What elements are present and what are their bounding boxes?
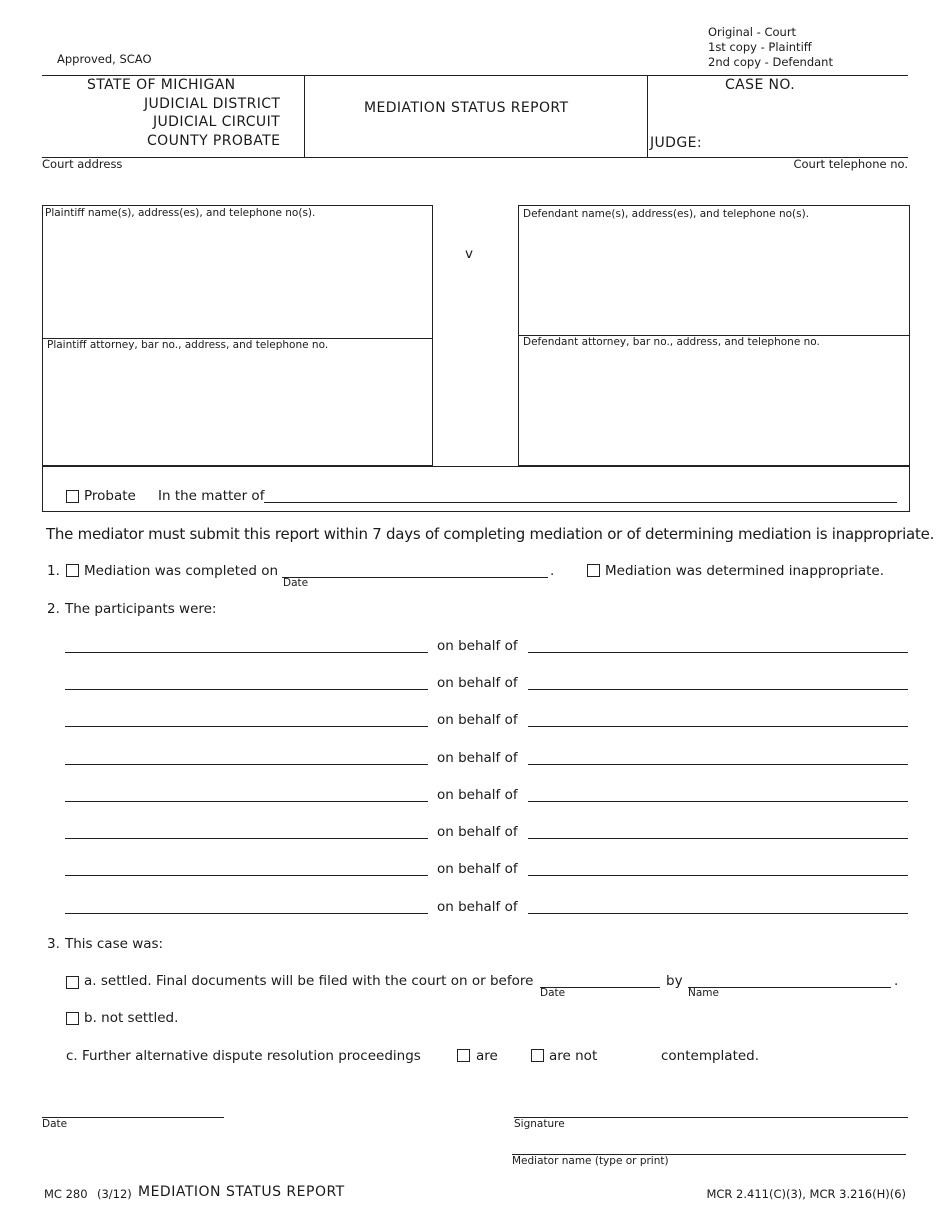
- are-not-checkbox[interactable]: [531, 1049, 544, 1062]
- header-bottom-rule: [42, 157, 908, 158]
- settled-label: a. settled. Final documents will be filed with the court on or before: [84, 973, 534, 989]
- settled-by-label: by: [666, 973, 683, 989]
- copy-defendant: 2nd copy - Defendant: [708, 55, 833, 69]
- party-field[interactable]: [528, 801, 908, 802]
- plaintiff-box[interactable]: [42, 205, 433, 466]
- participant-name-field[interactable]: [65, 875, 428, 876]
- signature-date-field[interactable]: [42, 1117, 224, 1118]
- on-behalf-label: on behalf of: [437, 861, 518, 877]
- case-no-label: CASE NO.: [725, 77, 796, 93]
- matter-label: In the matter of: [158, 488, 265, 504]
- plaintiff-attorney-label: Plaintiff attorney, bar no., address, and telephone no.: [47, 339, 329, 351]
- footer-title: MEDIATION STATUS REPORT: [138, 1184, 345, 1200]
- header-divider-left: [304, 75, 305, 157]
- header-top-rule: [42, 75, 908, 76]
- approved-scao: Approved, SCAO: [57, 52, 152, 66]
- are-not-label: are not: [549, 1048, 598, 1064]
- participant-name-field[interactable]: [65, 689, 428, 690]
- completed-checkbox[interactable]: [66, 564, 79, 577]
- completed-period: .: [550, 563, 555, 579]
- court-circuit: JUDICIAL CIRCUIT: [153, 114, 281, 130]
- instructions-text: The mediator must submit this report within 7 days of completing mediation or of determining mediation is inappropriate.: [46, 525, 935, 543]
- signature-field[interactable]: [514, 1117, 908, 1118]
- settled-checkbox[interactable]: [66, 976, 79, 989]
- settled-date-caption: Date: [540, 987, 566, 999]
- header-divider-right: [647, 75, 648, 157]
- inappropriate-checkbox[interactable]: [587, 564, 600, 577]
- on-behalf-label: on behalf of: [437, 712, 518, 728]
- defendant-label: Defendant name(s), address(es), and telephone no(s).: [523, 208, 810, 220]
- court-address-label: Court address: [42, 157, 123, 171]
- signature-date-label: Date: [42, 1118, 68, 1130]
- inappropriate-label: Mediation was determined inappropriate.: [605, 563, 885, 579]
- participant-name-field[interactable]: [65, 801, 428, 802]
- court-phone-label: Court telephone no.: [793, 157, 908, 171]
- completed-date-field[interactable]: [282, 577, 548, 578]
- party-field[interactable]: [528, 764, 908, 765]
- participant-name-field[interactable]: [65, 838, 428, 839]
- on-behalf-label: on behalf of: [437, 787, 518, 803]
- on-behalf-label: on behalf of: [437, 899, 518, 915]
- item3-number: 3.: [47, 936, 60, 952]
- signature-label: Signature: [514, 1118, 565, 1130]
- participant-name-field[interactable]: [65, 726, 428, 727]
- on-behalf-label: on behalf of: [437, 824, 518, 840]
- not-settled-label: b. not settled.: [84, 1010, 179, 1026]
- not-settled-checkbox[interactable]: [66, 1012, 79, 1025]
- judge-label: JUDGE:: [650, 135, 702, 151]
- participant-name-field[interactable]: [65, 913, 428, 914]
- party-field[interactable]: [528, 913, 908, 914]
- form-revision: (3/12): [97, 1187, 132, 1201]
- party-field[interactable]: [528, 689, 908, 690]
- party-field[interactable]: [528, 838, 908, 839]
- settled-name-caption: Name: [688, 987, 719, 999]
- form-title: MEDIATION STATUS REPORT: [364, 100, 569, 116]
- settled-period: .: [894, 973, 899, 989]
- on-behalf-label: on behalf of: [437, 675, 518, 691]
- on-behalf-label: on behalf of: [437, 638, 518, 654]
- probate-label: Probate: [84, 488, 136, 504]
- party-field[interactable]: [528, 652, 908, 653]
- adr-label: c. Further alternative dispute resolution proceedings: [66, 1048, 421, 1064]
- court-district: JUDICIAL DISTRICT: [144, 96, 281, 112]
- copy-original: Original - Court: [708, 25, 797, 39]
- are-label: are: [476, 1048, 498, 1064]
- item1-number: 1.: [47, 563, 60, 579]
- copy-plaintiff: 1st copy - Plaintiff: [708, 40, 812, 54]
- defendant-attorney-label: Defendant attorney, bar no., address, and telephone no.: [523, 336, 820, 348]
- contemplated-label: contemplated.: [661, 1048, 760, 1064]
- participant-name-field[interactable]: [65, 652, 428, 653]
- party-field[interactable]: [528, 726, 908, 727]
- court-rules: MCR 2.411(C)(3), MCR 3.216(H)(6): [706, 1187, 906, 1201]
- completed-label: Mediation was completed on: [84, 563, 279, 579]
- participants-label: The participants were:: [65, 601, 217, 617]
- form-number: MC 280: [44, 1187, 88, 1201]
- court-county-probate: COUNTY PROBATE: [147, 133, 281, 149]
- item2-number: 2.: [47, 601, 60, 617]
- plaintiff-label: Plaintiff name(s), address(es), and telephone no(s).: [45, 207, 316, 219]
- probate-checkbox[interactable]: [66, 490, 79, 503]
- are-checkbox[interactable]: [457, 1049, 470, 1062]
- court-state: STATE OF MICHIGAN: [87, 77, 236, 93]
- party-field[interactable]: [528, 875, 908, 876]
- participant-name-field[interactable]: [65, 764, 428, 765]
- matter-field[interactable]: [264, 502, 897, 503]
- on-behalf-label: on behalf of: [437, 750, 518, 766]
- case-was-label: This case was:: [65, 936, 164, 952]
- mediator-name-label: Mediator name (type or print): [512, 1155, 669, 1167]
- completed-date-caption: Date: [283, 577, 309, 589]
- versus-label: v: [465, 246, 473, 262]
